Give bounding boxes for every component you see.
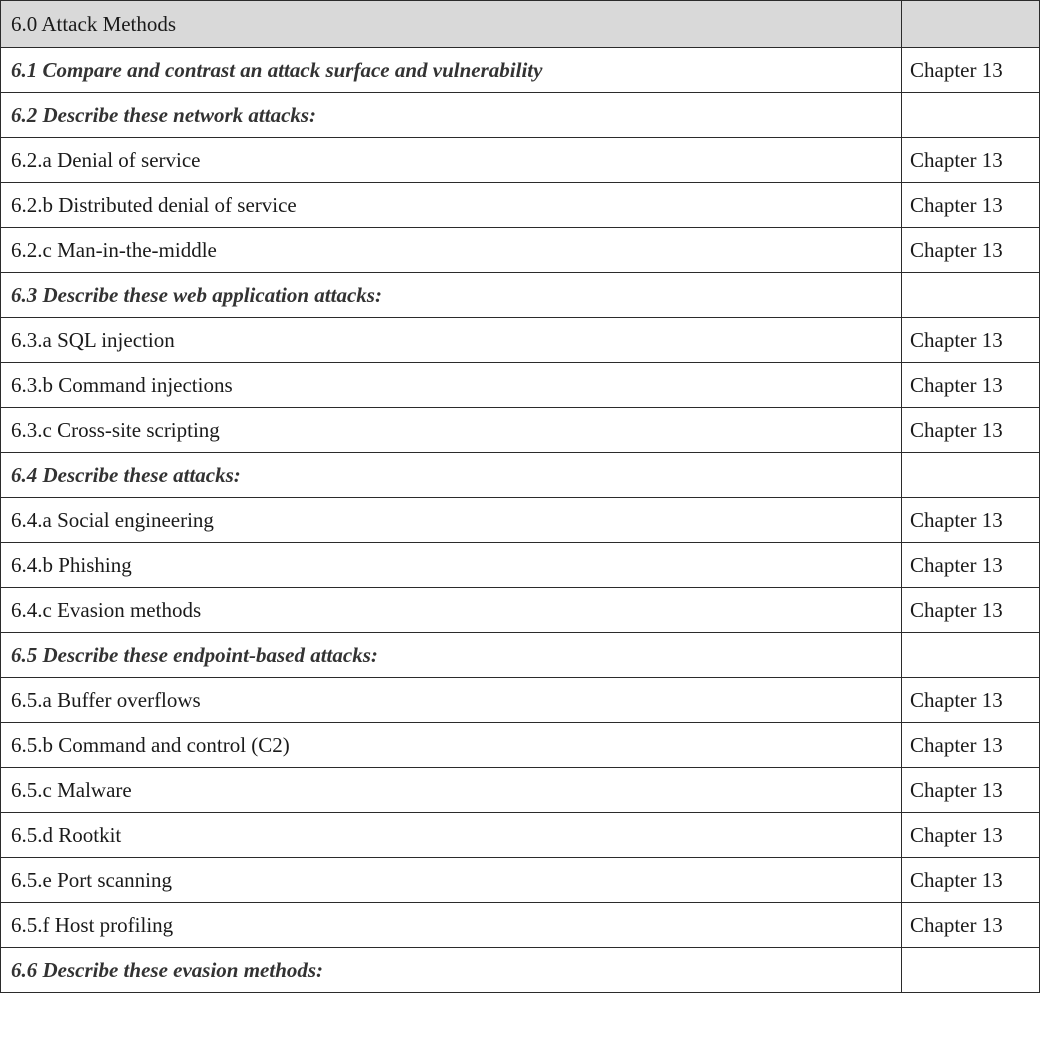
objective-row: [1, 588, 1040, 633]
chapter-reference-cell: Chapter 13: [902, 408, 1040, 453]
objective-row: [1, 138, 1040, 183]
objective-row: [1, 768, 1040, 813]
topic-cell: 6.4.c Evasion methods: [1, 588, 902, 633]
objective-row: [1, 723, 1040, 768]
chapter-reference-cell: Chapter 13: [902, 318, 1040, 363]
topic-cell: 6.5 Describe these endpoint-based attacks:: [1, 633, 902, 678]
topic-cell: 6.3.b Command injections: [1, 363, 902, 408]
objective-row: [1, 408, 1040, 453]
topic-cell: 6.5.a Buffer overflows: [1, 678, 902, 723]
chapter-reference-cell: Chapter 13: [902, 588, 1040, 633]
chapter-reference-cell: Chapter 13: [902, 903, 1040, 948]
topic-cell: 6.1 Compare and contrast an attack surface and vulnerability: [1, 48, 902, 93]
chapter-reference-cell: Chapter 13: [902, 813, 1040, 858]
chapter-reference-cell: Chapter 13: [902, 363, 1040, 408]
topic-cell: 6.5.f Host profiling: [1, 903, 902, 948]
chapter-reference-cell: [902, 453, 1040, 498]
table-body: [1, 1, 1040, 993]
chapter-reference-cell: Chapter 13: [902, 723, 1040, 768]
chapter-reference-cell: [902, 93, 1040, 138]
chapter-reference-cell: Chapter 13: [902, 228, 1040, 273]
chapter-reference-cell: Chapter 13: [902, 498, 1040, 543]
topic-cell: 6.3.a SQL injection: [1, 318, 902, 363]
objective-row: [1, 543, 1040, 588]
topic-cell: 6.2.a Denial of service: [1, 138, 902, 183]
topic-cell: 6.3 Describe these web application attacks:: [1, 273, 902, 318]
topic-cell: 6.5.d Rootkit: [1, 813, 902, 858]
objective-row: [1, 903, 1040, 948]
chapter-reference-cell: Chapter 13: [902, 678, 1040, 723]
chapter-reference-cell: [902, 633, 1040, 678]
topic-cell: 6.2 Describe these network attacks:: [1, 93, 902, 138]
objective-row: [1, 318, 1040, 363]
objective-row: [1, 678, 1040, 723]
chapter-reference-cell: Chapter 13: [902, 138, 1040, 183]
topic-cell: 6.4.a Social engineering: [1, 498, 902, 543]
topic-cell: 6.6 Describe these evasion methods:: [1, 948, 902, 993]
chapter-reference-cell: Chapter 13: [902, 858, 1040, 903]
chapter-reference-cell: Chapter 13: [902, 543, 1040, 588]
topic-cell: 6.5.b Command and control (C2): [1, 723, 902, 768]
section-heading-row: [1, 633, 1040, 678]
section-heading-row: [1, 453, 1040, 498]
chapter-reference-cell: [902, 273, 1040, 318]
chapter-reference-cell: [902, 948, 1040, 993]
section-heading-row: [1, 93, 1040, 138]
objective-row: [1, 228, 1040, 273]
chapter-reference-cell: Chapter 13: [902, 768, 1040, 813]
header-reference-cell: [902, 1, 1040, 48]
header-topic-cell: 6.0 Attack Methods: [1, 1, 902, 48]
objective-row: [1, 858, 1040, 903]
objective-row: [1, 363, 1040, 408]
objective-row: [1, 183, 1040, 228]
topic-cell: 6.3.c Cross-site scripting: [1, 408, 902, 453]
section-heading-row: [1, 273, 1040, 318]
objective-row: [1, 813, 1040, 858]
topic-cell: 6.4.b Phishing: [1, 543, 902, 588]
chapter-reference-cell: Chapter 13: [902, 48, 1040, 93]
chapter-reference-cell: Chapter 13: [902, 183, 1040, 228]
section-heading-row: [1, 48, 1040, 93]
objective-row: [1, 498, 1040, 543]
topic-cell: 6.4 Describe these attacks:: [1, 453, 902, 498]
topic-cell: 6.5.c Malware: [1, 768, 902, 813]
table-header-row: [1, 1, 1040, 48]
topic-cell: 6.5.e Port scanning: [1, 858, 902, 903]
section-heading-row: [1, 948, 1040, 993]
topic-cell: 6.2.c Man-in-the-middle: [1, 228, 902, 273]
topic-cell: 6.2.b Distributed denial of service: [1, 183, 902, 228]
